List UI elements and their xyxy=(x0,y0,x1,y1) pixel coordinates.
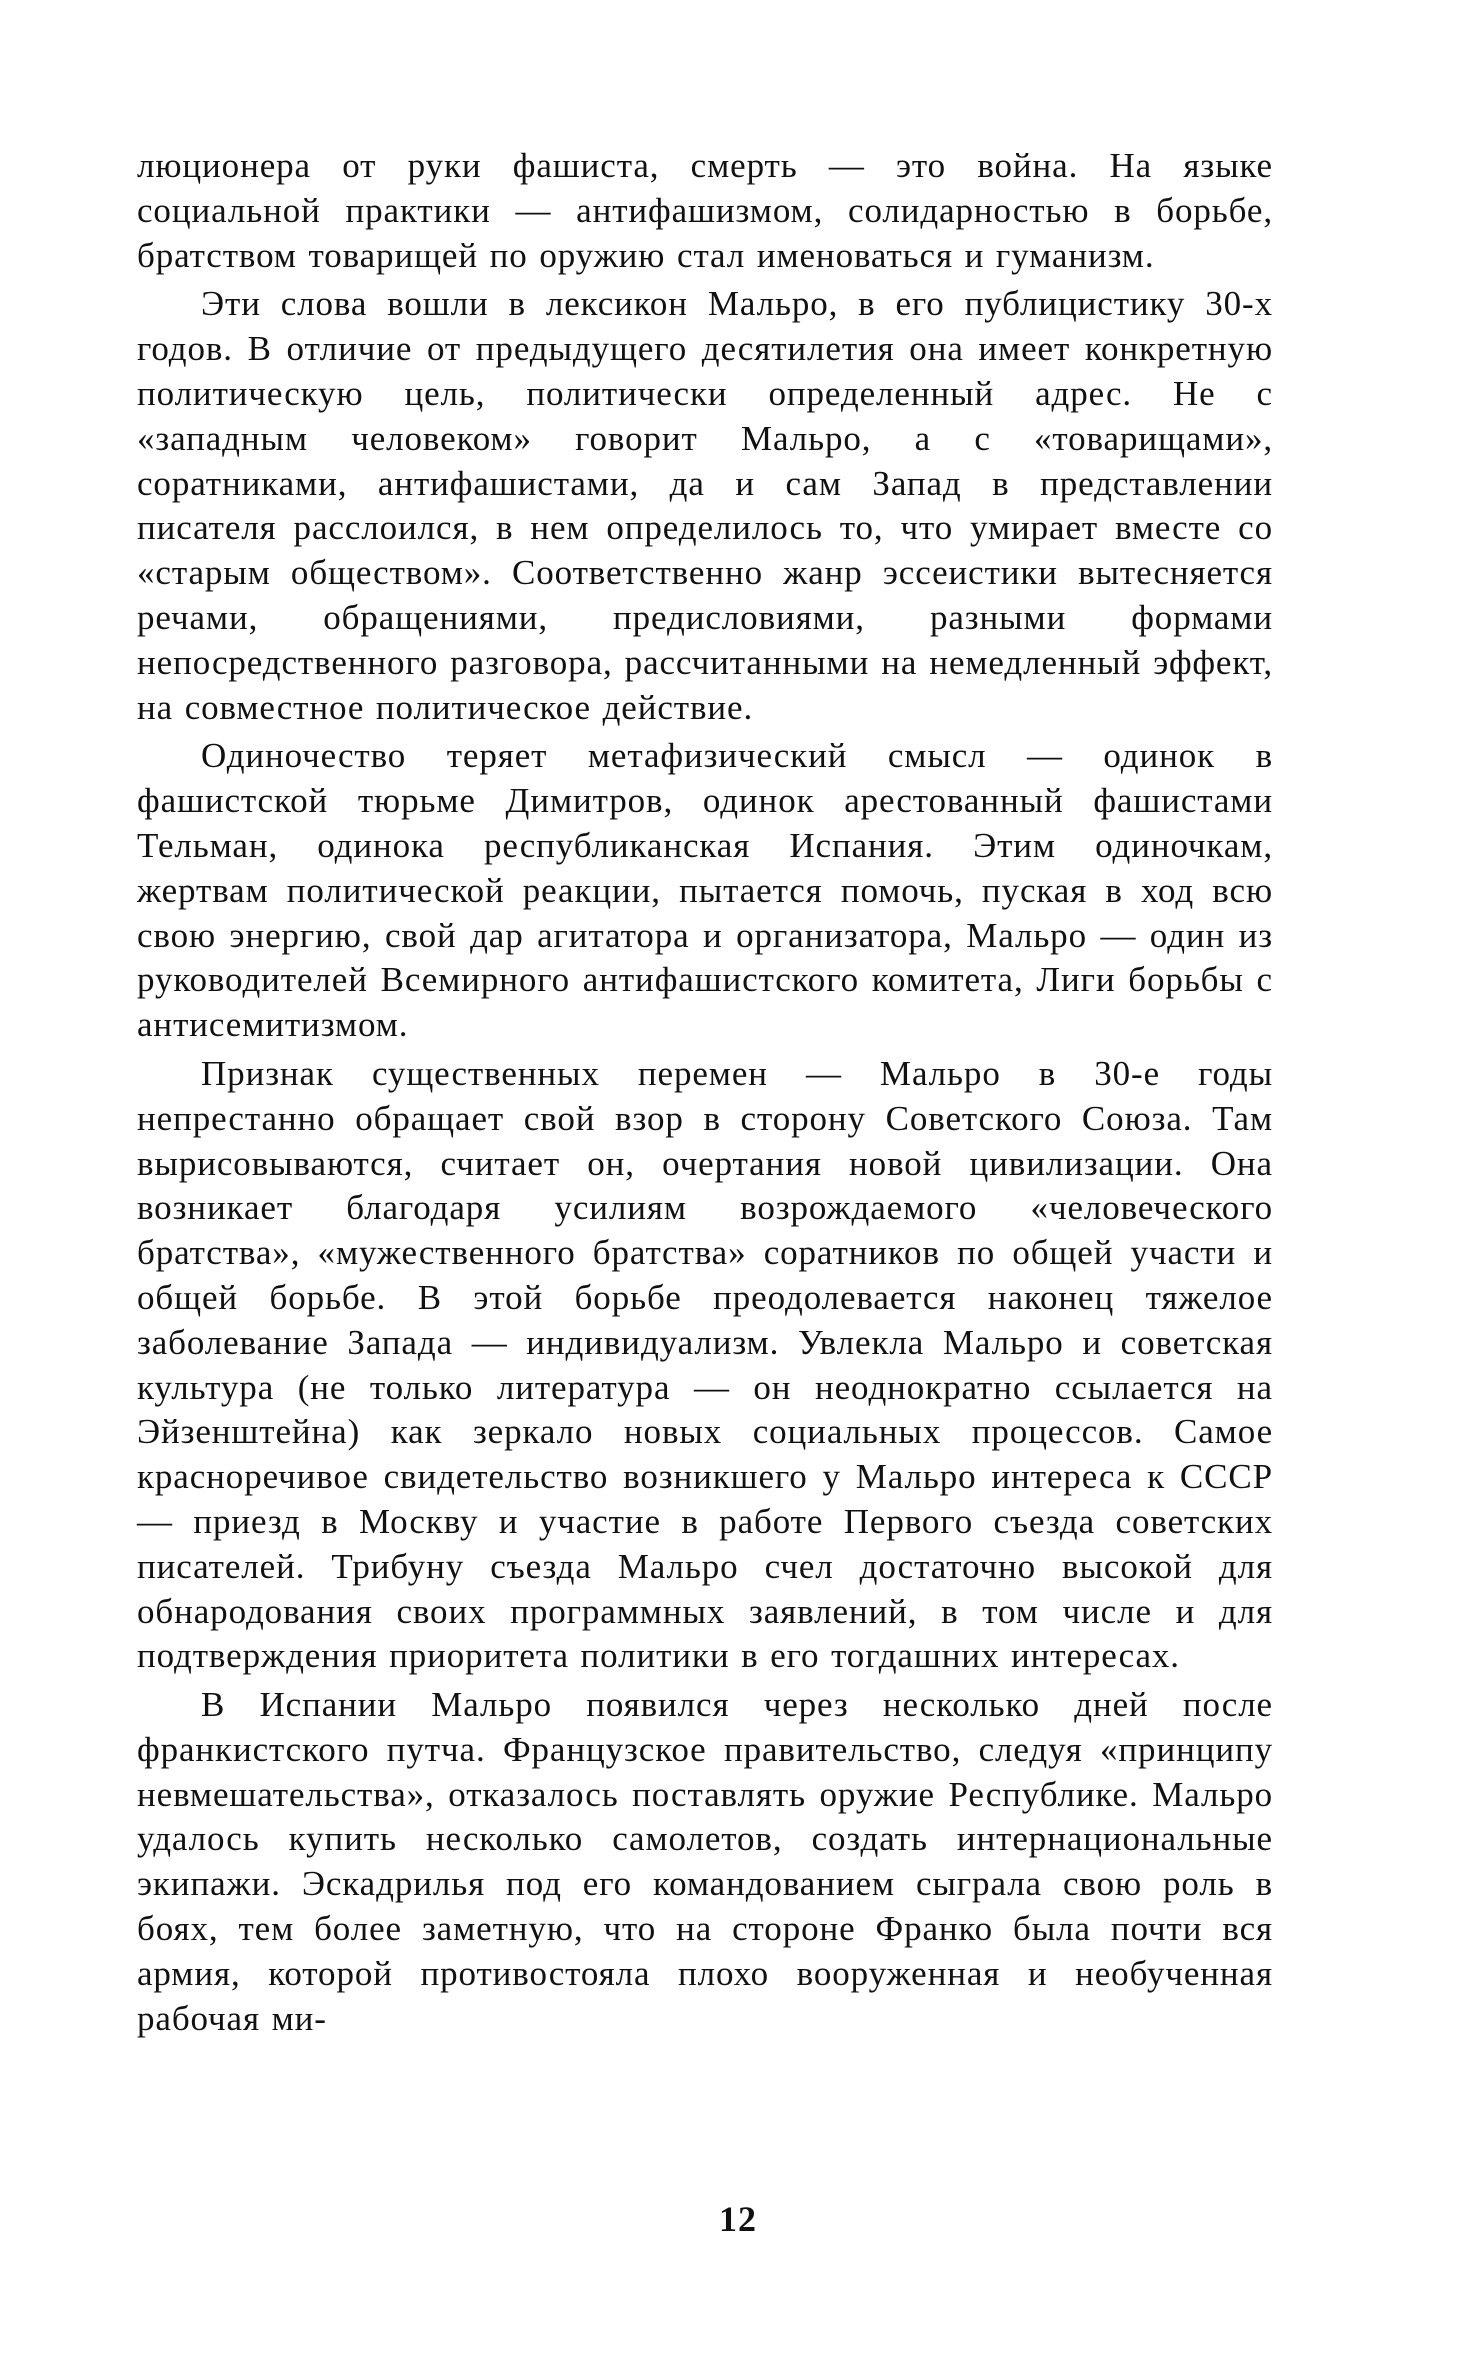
paragraph: Одиночество теряет метафизический смысл — одинок в фашистской тюрьме Димитров, одинок арестованный фашистами Тельман, одинока республиканская Испания. Этим одиночкам, жертвам политической реакции, пытается помочь, пуская в ход всю свою энергию, свой дар агитатора и организатора, Мальро — один из руководителей Всемирного антифашистского комитета, Лиги борьбы с антисемитизмом. xyxy=(137,736,1273,1045)
page-number: 12 xyxy=(719,2199,757,2239)
paragraph: Признак существенных перемен — Мальро в 30-е годы непрестанно обращает свой взор в сторону Советского Союза. Там вырисовываются, считает он, очертания новой цивилизации. Она возникает благодаря усилиям возрождаемого «человеческого братства», «мужественного братства» соратников по общей участи и общей борьбе. В этой борьбе преодолевается наконец тяжелое заболевание Запада — индивидуализм. Увлекла Мальро и советская культура (не только литература — он неоднократно ссылается на Эйзенштейна) как зеркало новых социальных процессов. Самое красноречивое свидетельство возникшего у Мальро интереса к СССР — приезд в Москву и участие в работе Первого съезда советских писателей. Трибуну съезда Мальро счел достаточно высокой для обнародования своих программных заявлений, в том числе и для подтверждения приоритета политики в его тогдашних интересах. xyxy=(137,1053,1273,1676)
paragraph-continuation: люционера от руки фашиста, смерть — это война. На языке социальной практики — антифашизмом, солидарностью в борьбе, братством товарищей по оружию стал именоваться и гуманизм. xyxy=(137,146,1273,275)
body-text xyxy=(137,144,1273,2041)
paragraph: В Испании Мальро появился через несколько дней после франкистского путча. Французское правительство, следуя «принципу невмешательства», отказалось поставлять оружие Республике. Мальро удалось купить несколько самолетов, создать интернациональные экипажи. Эскадрилья под его командованием сыграла свою роль в боях, тем более заметную, что на стороне Франко была почти вся армия, которой противостояла плохо вооруженная и необученная рабочая ми- xyxy=(137,1685,1273,2038)
paragraph: Эти слова вошли в лексикон Мальро, в его публицистику 30-х годов. В отличие от предыдущего десятилетия она имеет конкретную политическую цель, политически определенный адрес. Не с «западным человеком» говорит Мальро, а с «товарищами», соратниками, антифашистами, да и сам Запад в представлении писателя расслоился, в нем определилось то, что умирает вместе со «старым обществом». Соответственно жанр эссеистики вытесняется речами, обращениями, предисловиями, разными формами непосредственного разговора, рассчитанными на немедленный эффект, на совместное политическое действие. xyxy=(137,284,1273,727)
